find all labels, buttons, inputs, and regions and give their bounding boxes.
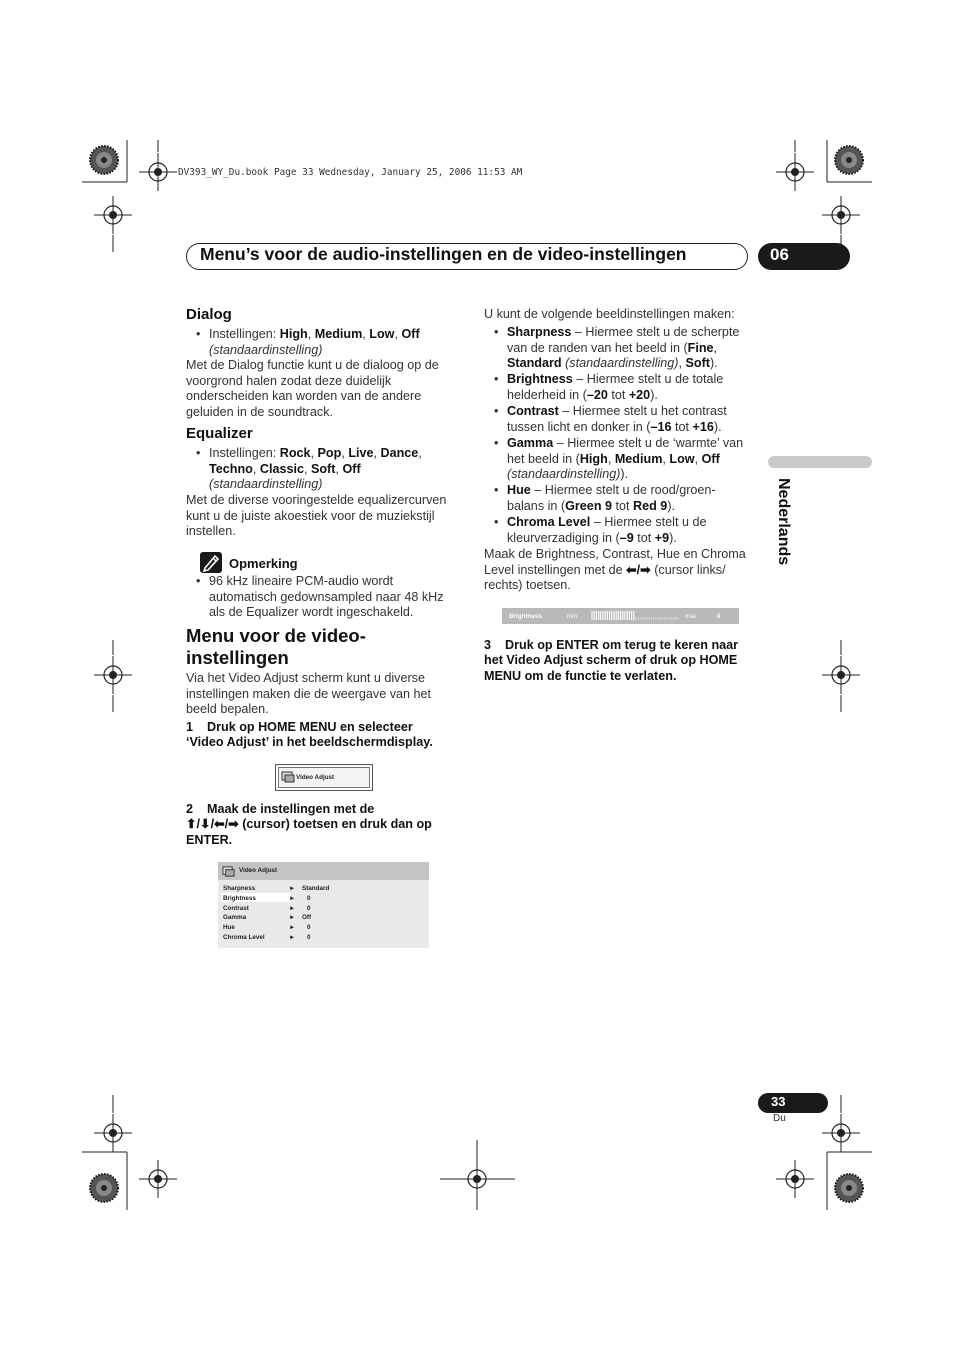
- osd-row-value: 0: [307, 934, 311, 941]
- side-tab-language: Nederlands: [775, 478, 792, 566]
- item-gamma: • Gamma – Hiermee stelt u de ‘warmte’ van het beeld in (High, Medium, Low, Off (standaardinstelling)).: [507, 436, 767, 483]
- registration-mark-icon: [822, 196, 860, 234]
- osd-title: Video Adjust: [239, 867, 278, 874]
- registration-mark-icon: [139, 1160, 177, 1198]
- osd-row-label: Chroma Level: [223, 934, 265, 941]
- osd-row-value: Off: [302, 914, 312, 922]
- slider-track[interactable]: [591, 611, 681, 621]
- registration-mark-icon: [94, 656, 132, 694]
- equalizer-settings: • Instellingen: Rock, Pop, Live, Dance, Techno, Classic, Soft, Off (standaardinstelling): [209, 446, 469, 493]
- osd-row-arrow-icon: ►: [289, 885, 296, 892]
- equalizer-description: Met de diverse vooringestelde equalizercurven kunt u de juiste akoestiek voor de muziekstijl instellen.: [186, 493, 447, 539]
- osd-row-arrow-icon: ►: [289, 934, 296, 941]
- osd-row-label: Hue: [223, 924, 235, 932]
- item-sharpness: • Sharpness – Hiermee stelt u de scherpte van de randen van het beeld in (Fine, Standard (standaardinstelling), Soft).: [507, 325, 767, 372]
- step-2: 2 Maak de instellingen met de ⬆/⬇/⬅/➡ (cursor) toetsen en druk dan op ENTER.: [186, 802, 432, 847]
- adjust-paragraph: Maak de Brightness, Contrast, Hue en Chroma Level instellingen met de ⬅/➡ (cursor links/ rechts) toetsen.: [484, 547, 746, 593]
- page-language: Du: [773, 1113, 786, 1124]
- book-info: DV393_WY_Du.book Page 33 Wednesday, January 25, 2006 11:53 AM: [178, 167, 523, 178]
- page-title: Menu’s voor de audio-instellingen en de video-instellingen: [200, 244, 687, 264]
- registration-star-icon: [90, 1174, 118, 1202]
- settings-intro: U kunt de volgende beeldinstellingen maken:: [484, 307, 735, 321]
- osd-brightness-slider: [502, 608, 739, 624]
- video-heading: Menu voor de video- instellingen: [186, 625, 366, 668]
- chapter-number: 06: [770, 245, 789, 264]
- osd-row-value: 0: [307, 894, 311, 902]
- registration-mark-icon: [822, 1114, 860, 1152]
- dialog-description: Met de Dialog functie kunt u de dialoog op de voorgrond halen zodat deze duidelijk onderscheiden kan worden van de andere geluiden in de soundtrack.: [186, 358, 439, 419]
- osd-row-label: Gamma: [223, 914, 247, 922]
- registration-mark-icon: [458, 1160, 496, 1198]
- slider-label: Brightness: [509, 613, 542, 620]
- osd-row-value: Standard: [302, 885, 330, 892]
- osd-row-label: Brightness: [223, 894, 256, 902]
- osd-row-value: 0: [307, 904, 311, 912]
- registration-mark-icon: [776, 1160, 814, 1198]
- item-contrast: • Contrast – Hiermee stelt u het contrast tussen licht en donker in (–16 tot +16).: [507, 404, 767, 435]
- osd-row-arrow-icon: ►: [289, 904, 296, 912]
- note-title: Opmerking: [229, 556, 298, 571]
- osd-video-adjust-menu: [275, 764, 373, 791]
- osd-row-label: Sharpness: [223, 885, 256, 892]
- registration-star-icon: [835, 146, 863, 174]
- dialog-heading: Dialog: [186, 306, 232, 323]
- video-adjust-icon: [281, 770, 295, 784]
- note-text: • 96 kHz lineaire PCM-audio wordt automatisch gedownsampled naar 48 kHz als de Equalizer wordt ingeschakeld.: [209, 574, 469, 621]
- item-hue: • Hue – Hiermee stelt u de rood/groen- balans in (Green 9 tot Red 9).: [507, 483, 767, 514]
- page-number: 33: [771, 1094, 786, 1109]
- osd-video-adjust-item[interactable]: [278, 767, 370, 788]
- osd-row-arrow-icon: ►: [289, 894, 296, 902]
- item-chroma-level: • Chroma Level – Hiermee stelt u de kleurverzadiging in (–9 tot +9).: [507, 515, 767, 546]
- osd-row-label: Contrast: [223, 904, 249, 912]
- side-tab-bar: [768, 456, 872, 468]
- slider-value: 0: [717, 613, 721, 620]
- equalizer-heading: Equalizer: [186, 425, 253, 442]
- step-1: 1 Druk op HOME MENU en selecteer ‘Video Adjust’ in het beeldschermdisplay.: [186, 720, 433, 750]
- osd-row-arrow-icon: ►: [289, 924, 296, 932]
- registration-star-icon: [90, 146, 118, 174]
- registration-star-icon: [835, 1174, 863, 1202]
- registration-mark-icon: [776, 153, 814, 191]
- video-adjust-icon: [222, 865, 235, 878]
- item-brightness: • Brightness – Hiermee stelt u de totale helderheid in (–20 tot +20).: [507, 372, 767, 403]
- note-icon: [200, 552, 222, 573]
- dialog-settings: • Instellingen: High, Medium, Low, Off (standaardinstelling): [209, 327, 469, 358]
- slider-min: min: [567, 613, 578, 620]
- registration-mark-icon: [94, 196, 132, 234]
- registration-mark-icon: [139, 153, 177, 191]
- page-number-badge: [758, 1093, 828, 1113]
- slider-max: max: [685, 613, 697, 620]
- video-intro: Via het Video Adjust scherm kunt u diverse instellingen maken die de weergave van het beeld bepalen.: [186, 671, 432, 717]
- registration-mark-icon: [94, 1114, 132, 1152]
- osd-video-adjust-label: Video Adjust: [296, 774, 335, 781]
- osd-row-arrow-icon: ►: [289, 914, 296, 922]
- osd-row-value: 0: [307, 924, 311, 932]
- osd-video-adjust-screen: [218, 862, 429, 948]
- step-3: 3 Druk op ENTER om terug te keren naar het Video Adjust scherm of druk op HOME MENU om de functie te verlaten.: [484, 638, 739, 683]
- registration-mark-icon: [822, 656, 860, 694]
